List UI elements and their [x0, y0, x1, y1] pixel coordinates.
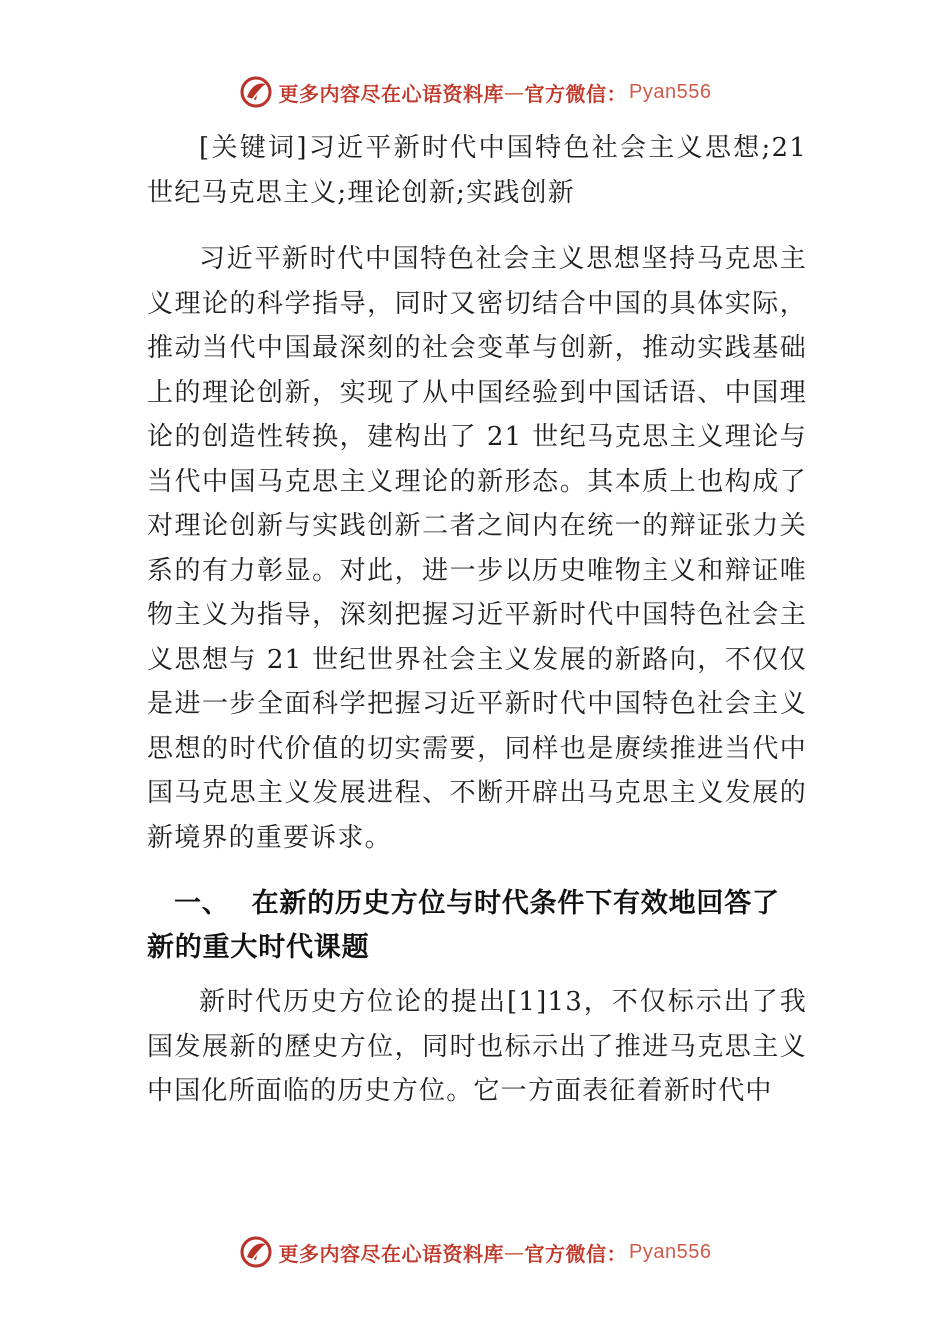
banner-dash: — [504, 1240, 525, 1264]
banner-wechat-label: 官方微信： [524, 1241, 628, 1266]
keywords-paragraph: [关键词]习近平新时代中国特色社会主义思想;21世纪马克思主义;理论创新;实践创新 [147, 133, 807, 208]
section-number: 一、 [174, 888, 230, 919]
section-paragraph: 新时代历史方位论的提出[1]13，不仅标示出了我国发展新的歷史方位，同时也标示出了推进马克思主义中国化所面临的历史方位。它一方面表征着新时代中 [147, 987, 807, 1106]
brand-logo-icon [239, 1235, 273, 1269]
footer-banner [0, 1232, 950, 1272]
section-heading [147, 882, 807, 970]
header-banner [0, 72, 950, 112]
banner-wechat-id: Pyan556 [629, 80, 712, 103]
section-title: 在新的历史方位与时代条件下有效地回答了新的重大时代课题 [147, 888, 780, 963]
banner-wechat-id: Pyan556 [629, 1240, 712, 1263]
brand-logo-icon [239, 75, 273, 109]
banner-main-text: 更多内容尽在心语资料库 [278, 1241, 505, 1266]
intro-paragraph: 习近平新时代中国特色社会主义思想坚持马克思主义理论的科学指导，同时又密切结合中国的具体实际，推动当代中国最深刻的社会变革与创新，推动实践基础上的理论创新，实现了从中国经验到中国话语、中国理论的创造性转换，建构出了 21 世纪马克思主义理论与当代中国马克思主义理论的新形态。其本质上也构成了对理论创新与实践创新二者之间内在统一的辩证张力关系的有力彰显。对此，进一步以历史唯物主义和辩证唯物主义为指导，深刻把握习近平新时代中国特色社会主义思想与 21 世纪世界社会主义发展的新路向，不仅仅是进一步全面科学把握习近平新时代中国特色社会主义思想的时代价值的切实需要，同样也是赓续推进当代中国马克思主义发展进程、不断开辟出马克思主义发展的新境界的重要诉求。 [147, 244, 807, 853]
banner-main-text: 更多内容尽在心语资料库 [278, 81, 505, 106]
banner-wechat-label: 官方微信： [524, 81, 628, 106]
banner-dash: — [504, 80, 525, 104]
document-body [147, 126, 807, 1114]
